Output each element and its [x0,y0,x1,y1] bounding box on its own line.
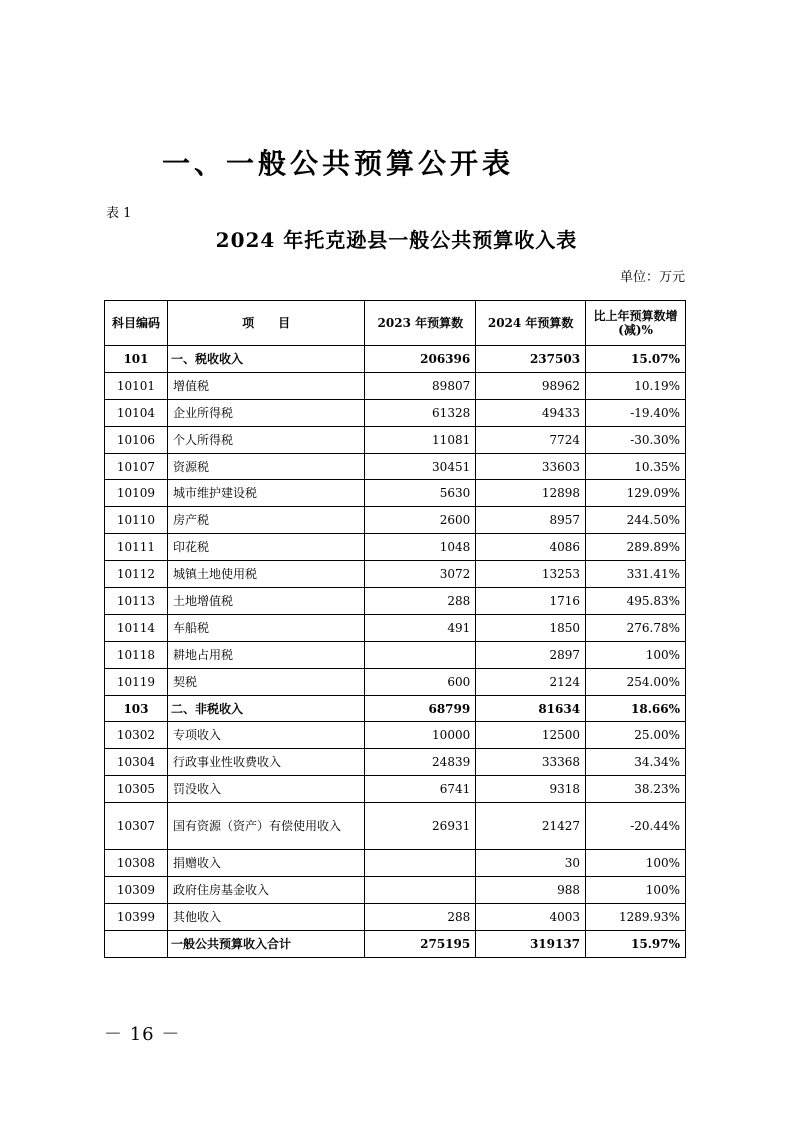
row-value-2024: 30 [476,850,586,877]
row-value-2024: 988 [476,877,586,904]
table-row [105,507,686,534]
row-name: 土地增值税 [167,588,364,615]
row-change-percent: -19.40% [586,399,686,426]
header-2023: 2023 年预算数 [365,301,476,346]
table-row [105,930,686,957]
row-value-2023: 2600 [365,507,476,534]
row-value-2023: 30451 [365,453,476,480]
row-name: 二、非税收入 [167,695,364,722]
row-name: 企业所得税 [167,399,364,426]
row-name: 罚没收入 [167,776,364,803]
table-row [105,803,686,850]
row-value-2023: 206396 [365,346,476,373]
row-code: 10107 [105,453,168,480]
table-row [105,668,686,695]
row-value-2024: 1850 [476,614,586,641]
row-change-percent: 331.41% [586,561,686,588]
row-value-2023: 24839 [365,749,476,776]
table-row [105,877,686,904]
row-change-percent: 15.97% [586,930,686,957]
row-change-percent: -30.30% [586,426,686,453]
table-title: 2024 年托克逊县一般公共预算收入表 [215,228,578,252]
table-number: 表 1 [106,206,132,221]
row-value-2023: 6741 [365,776,476,803]
row-name: 资源税 [167,453,364,480]
row-value-2024: 7724 [476,426,586,453]
row-value-2024: 4086 [476,534,586,561]
row-code: 10109 [105,480,168,507]
row-change-percent: -20.44% [586,803,686,850]
section-title: 一、一般公共预算公开表 [162,147,515,180]
row-value-2024: 33368 [476,749,586,776]
row-name: 行政事业性收费收入 [167,749,364,776]
unit-label: 单位：万元 [619,270,685,285]
row-value-2023: 288 [365,903,476,930]
header-change: 比上年预算数增(减)% [586,301,686,346]
row-code: 10399 [105,903,168,930]
table-row [105,903,686,930]
row-name: 其他收入 [167,903,364,930]
row-code: 103 [105,695,168,722]
row-name: 个人所得税 [167,426,364,453]
row-value-2024: 4003 [476,903,586,930]
table-row [105,776,686,803]
row-change-percent: 244.50% [586,507,686,534]
row-code: 10119 [105,668,168,695]
row-value-2023: 491 [365,614,476,641]
row-value-2024: 33603 [476,453,586,480]
row-value-2024: 2897 [476,641,586,668]
row-name: 契税 [167,668,364,695]
row-code: 10111 [105,534,168,561]
row-value-2024: 49433 [476,399,586,426]
row-value-2024: 81634 [476,695,586,722]
row-code: 10101 [105,372,168,399]
table-header-row [105,301,686,346]
row-name: 一般公共预算收入合计 [167,930,364,957]
row-change-percent: 100% [586,850,686,877]
row-value-2023: 11081 [365,426,476,453]
header-2024: 2024 年预算数 [476,301,586,346]
table-row [105,614,686,641]
table-row [105,480,686,507]
row-code: 10104 [105,399,168,426]
budget-revenue-table [104,300,686,958]
row-change-percent: 1289.93% [586,903,686,930]
row-change-percent: 276.78% [586,614,686,641]
table-row [105,850,686,877]
row-value-2023: 89807 [365,372,476,399]
row-value-2024: 237503 [476,346,586,373]
row-value-2024: 2124 [476,668,586,695]
row-value-2023: 26931 [365,803,476,850]
row-code: 10110 [105,507,168,534]
table-row [105,561,686,588]
row-value-2024: 8957 [476,507,586,534]
row-value-2023: 275195 [365,930,476,957]
row-change-percent: 18.66% [586,695,686,722]
row-code: 10309 [105,877,168,904]
row-value-2023 [365,877,476,904]
row-value-2023: 10000 [365,722,476,749]
row-code: 10112 [105,561,168,588]
row-name: 国有资源（资产）有偿使用收入 [167,803,364,850]
row-name: 捐赠收入 [167,850,364,877]
row-value-2024: 12898 [476,480,586,507]
row-code: 10302 [105,722,168,749]
table-body [105,346,686,958]
row-name: 政府住房基金收入 [167,877,364,904]
row-change-percent: 289.89% [586,534,686,561]
row-value-2023: 288 [365,588,476,615]
table-row [105,453,686,480]
row-code: 10304 [105,749,168,776]
row-value-2024: 1716 [476,588,586,615]
table-row [105,399,686,426]
row-change-percent: 254.00% [586,668,686,695]
table-row [105,372,686,399]
row-value-2023 [365,641,476,668]
row-code: 10308 [105,850,168,877]
row-value-2023: 3072 [365,561,476,588]
row-name: 专项收入 [167,722,364,749]
row-value-2024: 21427 [476,803,586,850]
row-name: 一、税收收入 [167,346,364,373]
row-change-percent: 10.35% [586,453,686,480]
row-code: 10118 [105,641,168,668]
row-name: 城镇土地使用税 [167,561,364,588]
row-code [105,930,168,957]
row-value-2024: 12500 [476,722,586,749]
row-code: 10106 [105,426,168,453]
row-change-percent: 38.23% [586,776,686,803]
row-value-2023: 61328 [365,399,476,426]
row-value-2023: 1048 [365,534,476,561]
table-row [105,346,686,373]
table-row [105,588,686,615]
header-code: 科目编码 [105,301,168,346]
header-name: 项 目 [167,301,364,346]
table-row [105,641,686,668]
row-value-2024: 98962 [476,372,586,399]
row-value-2023: 600 [365,668,476,695]
page-number: － 16 － [104,1024,181,1045]
row-code: 10113 [105,588,168,615]
row-code: 10307 [105,803,168,850]
table-row [105,695,686,722]
row-name: 印花税 [167,534,364,561]
row-code: 101 [105,346,168,373]
row-change-percent: 495.83% [586,588,686,615]
row-value-2023: 5630 [365,480,476,507]
row-value-2023: 68799 [365,695,476,722]
row-change-percent: 100% [586,641,686,668]
row-value-2024: 319137 [476,930,586,957]
row-code: 10305 [105,776,168,803]
row-change-percent: 10.19% [586,372,686,399]
table-row [105,722,686,749]
row-change-percent: 34.34% [586,749,686,776]
row-change-percent: 129.09% [586,480,686,507]
table-row [105,534,686,561]
row-name: 房产税 [167,507,364,534]
row-change-percent: 100% [586,877,686,904]
row-value-2024: 13253 [476,561,586,588]
table-row [105,749,686,776]
row-value-2023 [365,850,476,877]
row-name: 车船税 [167,614,364,641]
row-name: 城市维护建设税 [167,480,364,507]
table-row [105,426,686,453]
row-name: 耕地占用税 [167,641,364,668]
row-change-percent: 15.07% [586,346,686,373]
row-change-percent: 25.00% [586,722,686,749]
row-code: 10114 [105,614,168,641]
row-value-2024: 9318 [476,776,586,803]
row-name: 增值税 [167,372,364,399]
